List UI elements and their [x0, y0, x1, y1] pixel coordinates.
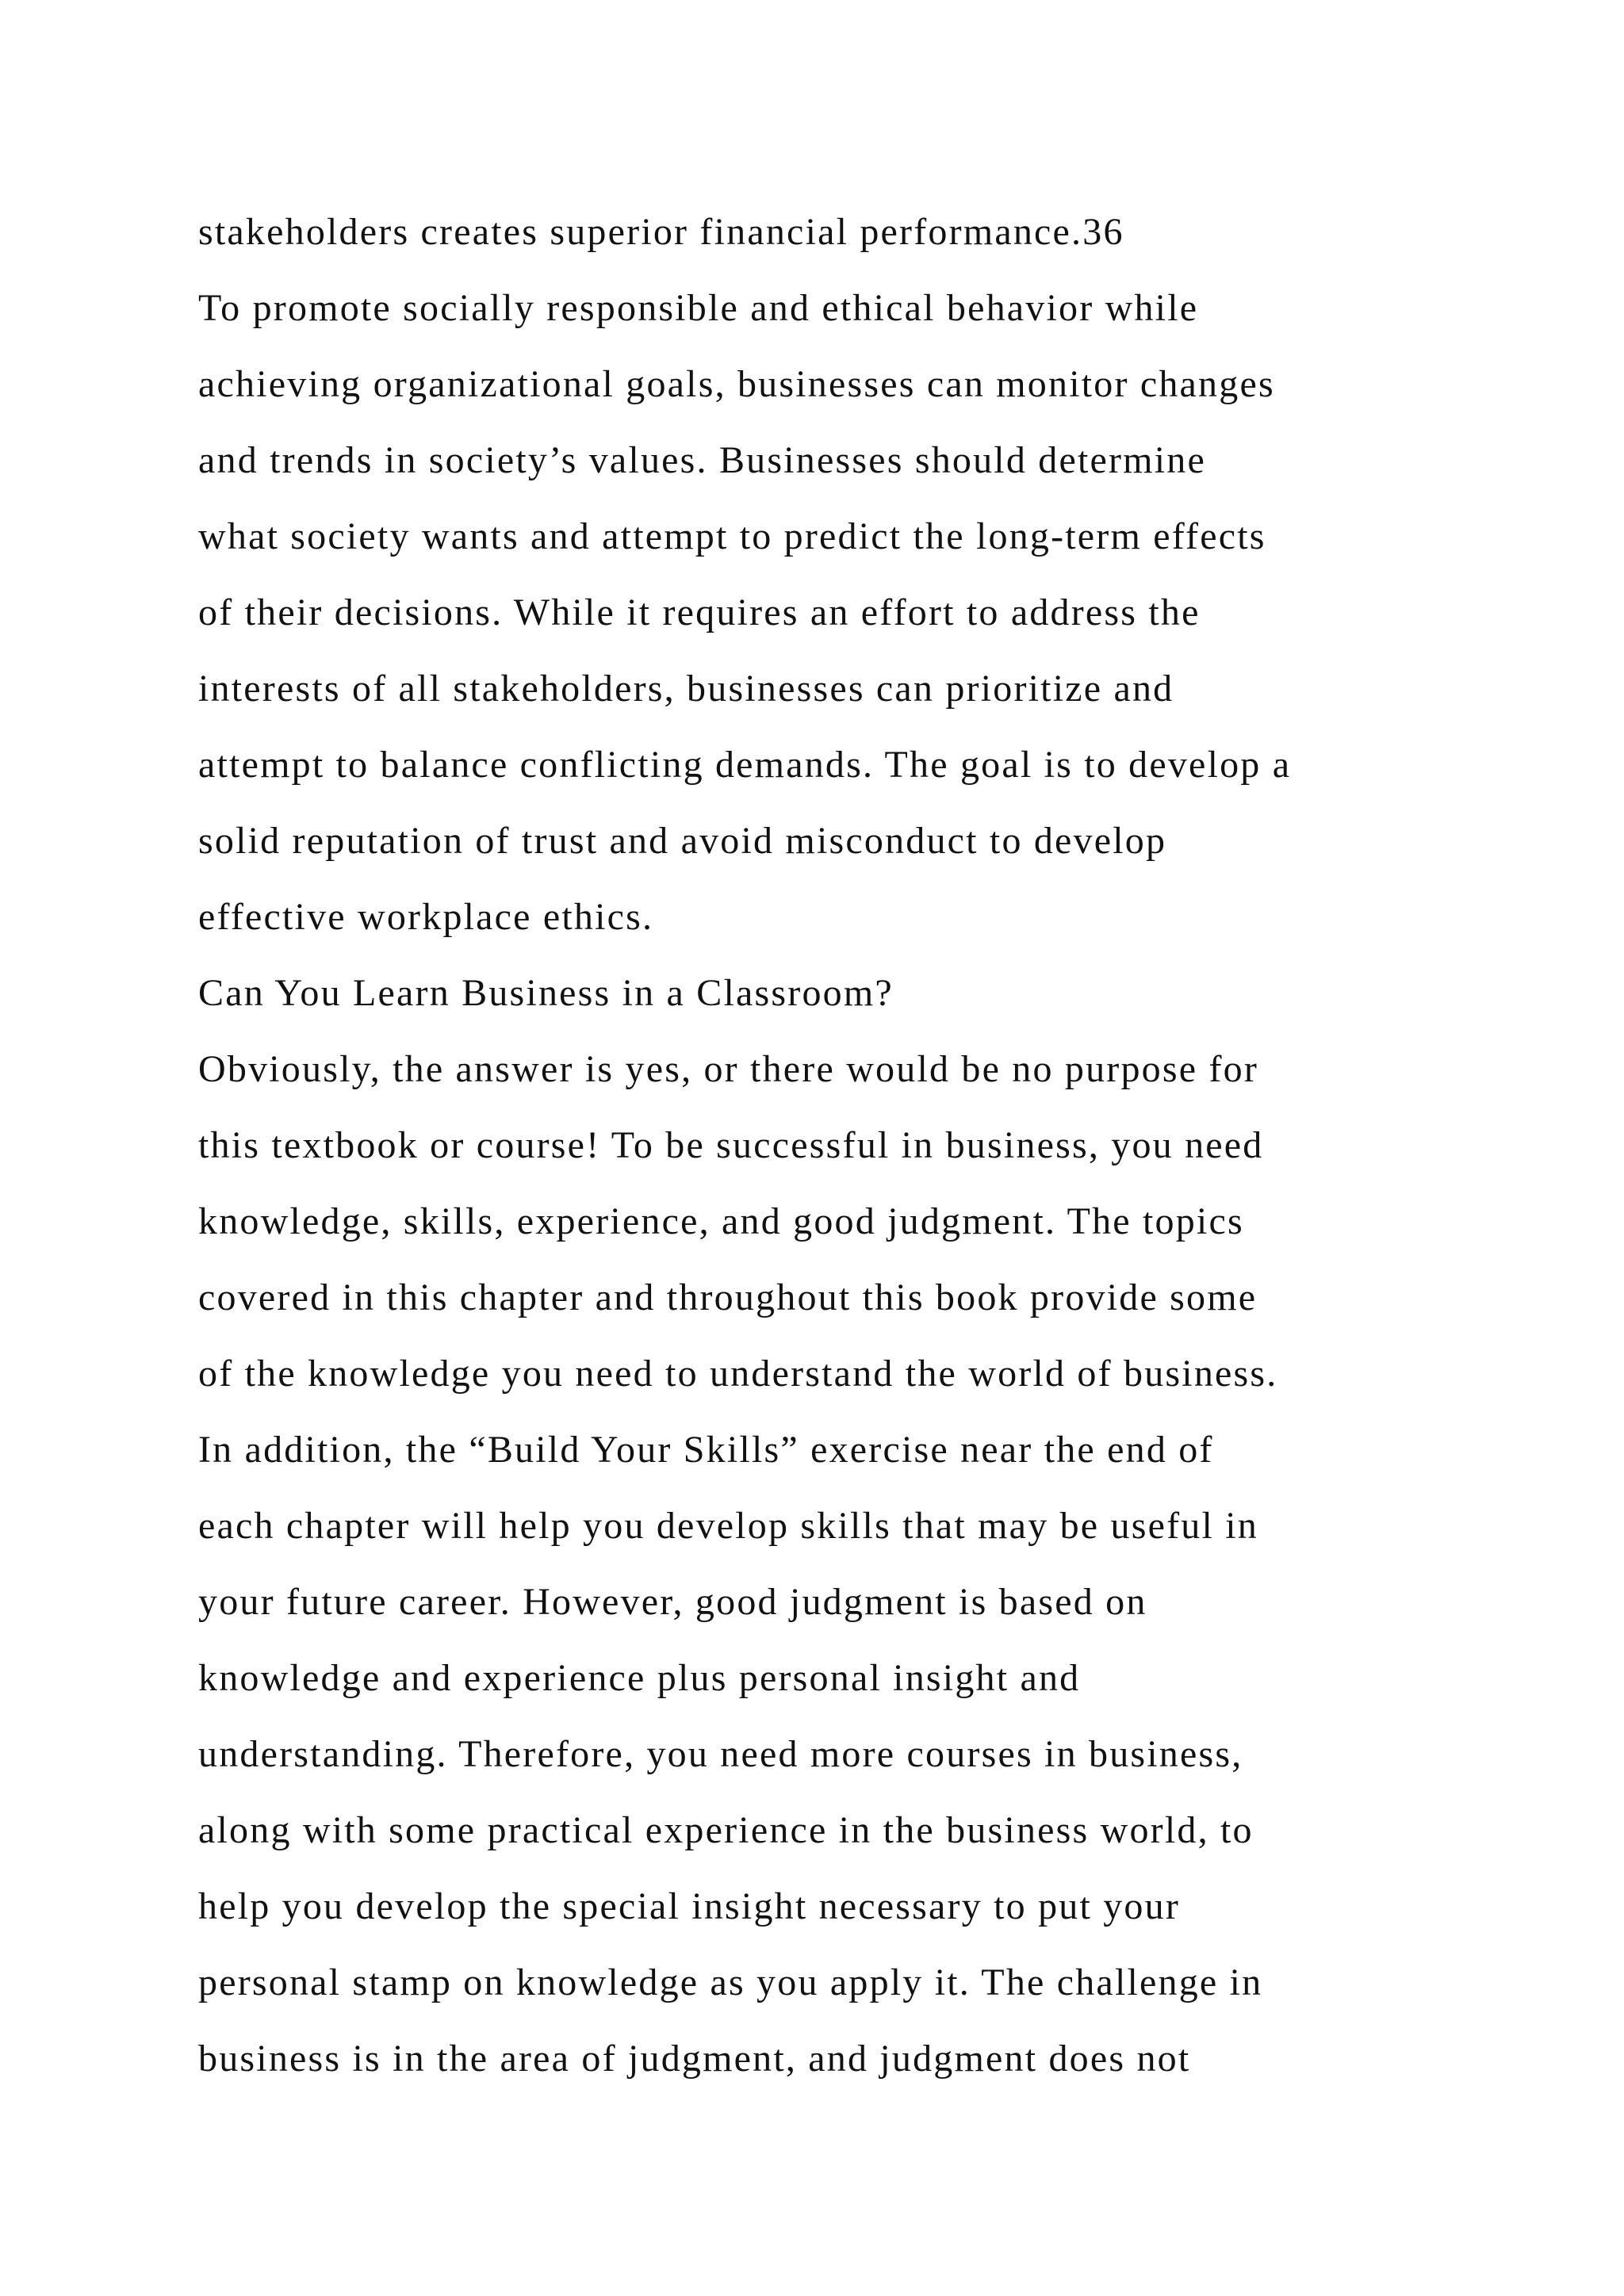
text-line: your future career. However, good judgment is based on — [198, 1581, 1147, 1623]
text-line: In addition, the “Build Your Skills” exercise near the end of — [198, 1429, 1214, 1471]
text-line: attempt to balance conflicting demands. The goal is to develop a — [198, 744, 1292, 786]
text-line: solid reputation of trust and avoid misconduct to develop — [198, 820, 1167, 862]
text-line: knowledge and experience plus personal insight and — [198, 1657, 1081, 1699]
text-line: and trends in society’s values. Businesses should determine — [198, 439, 1206, 481]
text-line: covered in this chapter and throughout this book provide some — [198, 1276, 1258, 1318]
section-heading: Can You Learn Business in a Classroom? — [198, 972, 894, 1014]
text-line: personal stamp on knowledge as you apply it. The challenge in — [198, 1961, 1263, 2003]
text-line: To promote socially responsible and ethical behavior while — [198, 287, 1199, 329]
text-line: effective workplace ethics. — [198, 896, 654, 938]
text-line: understanding. Therefore, you need more courses in business, — [198, 1733, 1243, 1775]
text-line: business is in the area of judgment, and judgment does not — [198, 2038, 1191, 2080]
text-line: help you develop the special insight necessary to put your — [198, 1885, 1180, 1927]
text-line: stakeholders creates superior financial performance.36 — [198, 211, 1124, 253]
text-line: of their decisions. While it requires an effort to address the — [198, 591, 1201, 633]
text-line: of the knowledge you need to understand the world of business. — [198, 1353, 1278, 1395]
text-line: what society wants and attempt to predict the long-term effects — [198, 515, 1266, 557]
body-text — [198, 194, 1499, 2097]
text-line: knowledge, skills, experience, and good judgment. The topics — [198, 1200, 1244, 1242]
text-line: Obviously, the answer is yes, or there would be no purpose for — [198, 1048, 1259, 1090]
text-line: interests of all stakeholders, businesses can prioritize and — [198, 668, 1174, 710]
text-line: achieving organizational goals, businesses can monitor changes — [198, 363, 1275, 405]
text-line: along with some practical experience in the business world, to — [198, 1809, 1254, 1851]
text-line: this textbook or course! To be successful in business, you need — [198, 1124, 1264, 1166]
text-line: each chapter will help you develop skills that may be useful in — [198, 1505, 1258, 1547]
